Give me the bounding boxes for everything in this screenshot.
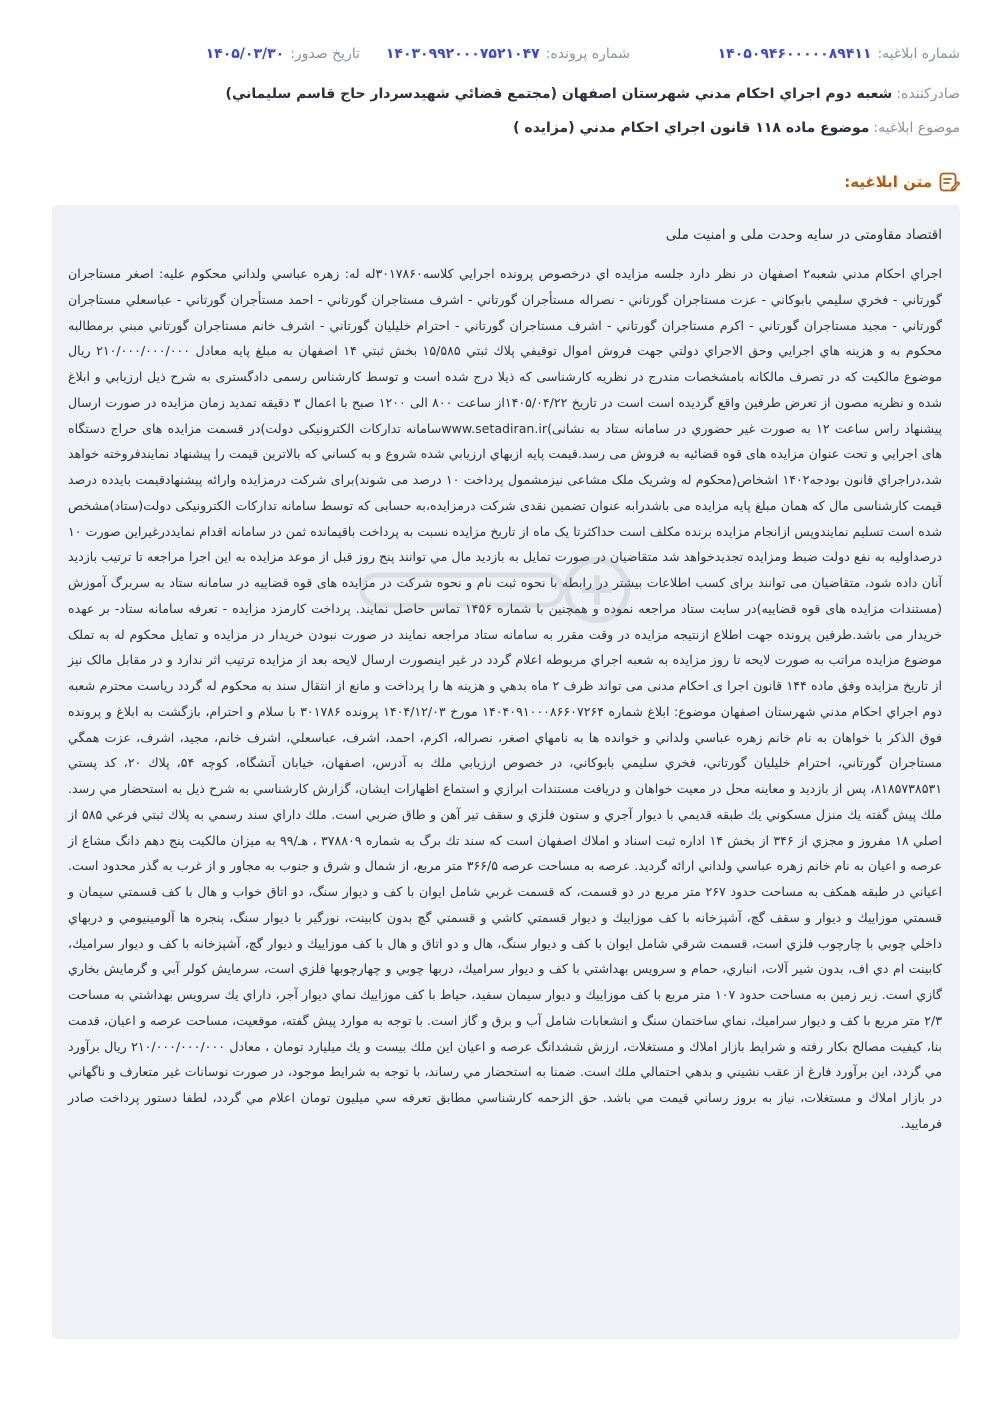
notice-number bbox=[718, 46, 960, 62]
notice-text-title: متن ابلاغيه: bbox=[844, 173, 932, 191]
issuer-value: شعبه دوم اجراي احكام مدني شهرستان اصفهان (مجتمع قضائي شهيدسردار حاج قاسم سليماني) bbox=[225, 86, 893, 102]
notice-meta-row bbox=[40, 46, 960, 70]
case-number-label: شماره پرونده: bbox=[545, 46, 630, 62]
notice-number-value: ۱۴۰۵۰۹۴۶۰۰۰۰۰۸۹۴۱۱ bbox=[717, 46, 872, 62]
slogan-text: اقتصاد مقاومتی در سایه وحدت ملی و امنیت ملی bbox=[665, 227, 942, 243]
subject-line bbox=[40, 120, 960, 136]
issue-date-value: ۱۴۰۵/۰۳/۳۰ bbox=[205, 46, 285, 62]
notice-body-text: اجراي احكام مدني شعبه۲ اصفهان در نظر دارد جلسه مزايده اي درخصوص پرونده اجرايي كلاسه۳۰۱۷۸۶۰له له: زهره عباسي ولداني محکوم عليه: اصغر مستاجران گورتاني - فخري سليمي بابوكاني - عزت مستاجران گورتاني - نصراله مستأجران گورتاني - اشرف مستاجران گورتاني - احمد مستأجران گورتاني - عباسعلي مستاجران گورتاني - مجيد مستاجران گورتاني - اكرم مستاجران گورتاني - اشرف مستاجران گورتاني - احترام خليليان گورتاني - اشرف خانم مستاجران گورتاني مبني برمطالبه محکوم به و هزينه هاي اجرايي وحق الاجراي دولتي جهت فروش اموال توقيفي پلاك ثبتي ۱۵/۵۸۵ بخش ثبتي ۱۴ اصفهان به مبلغ پايه معادل ۲۱۰/۰۰۰/۰۰۰/۰۰۰ ريال موضوع مالكيت كه در تصرف مالكانه بامشخصات مندرج در نظريه كارشناسی كه ذيلا درج شده است و توسط كارشناس رسمی دادگستری به شرح ذیل ارزيابي و ابلاغ شده و نظريه مصون از تعرض طرفين واقع گرديده است است در تاريخ ۱۴۰۵/۰۴/۲۲از ساعت ۸۰۰ الی ۱۲۰۰ صبح با اعمال ۳ دقيقه تمديد زمان مزايده در صورت ارسال پيشنهاد راس ساعت ۱۲ به صورت غير حضوري در سامانه ستاد به نشانی)www.setadiran.irسامانه تدارکات الکترونیکی دولت)در قسمت مزايده های حراج دستگاه های اجرايي و تحت عنوان مزايده های قوه قضائيه به فروش می رسد.قيمت پايه ازبهاي ارزيابي شده شروع و به كساني كه بالاترين قيمت را پيشنهاد نمايندفروخته خواهد شد،دراجراي قانون بودجه۱۴۰۲ اشخاص(محکوم له وشريک ملک مشاعی نيزمشمول پرداخت ۱۰ درصد می شوند)برای شرکت درمزايده وارائه پيشنهادقيمت بايدده درصد قيمت كارشناسی مال که همان مبلغ پايه مزايده می باشدرابه عنوان تضمين نقدی شرکت درمزايده،به حسابی که توسط سامانه تدارکات الکترونيکی دولت(ستاد)مشخص شده است تسليم نمايندوپس ازانجام مزايده برنده مکلف است حداکثرتا يک ماه از تاريخ مزايده نسبت به پرداخت باقيمانده ثمن در سامانه اقدام نمايددرغيراين صورت ۱۰ درصداوليه به نفع دولت ضبط ومزايده تجديدخواهد شد متقاضيان در صورت تمايل به بازديد مال مي توانند پنج روز قبل از موعد مزايده به اين اجرا مراجعه تا ترتيب بازديد آنان داده شود، متقاضيان می توانند برای کسب اطلاعات بيشتر در رابطه با نحوه ثبت نام و نحوه شرکت در مزايده های قوه قضاييه در سامانه ستاد به سربرگ آموزش (مستندات مزايده های قوه قضاييه)در سايت ستاد مراجعه نموده و همچنين با شماره ۱۴۵۶ تماس حاصل نمايند. پرداخت کارمزد مزايده - تعرفه سامانه ستاد- بر عهده خريدار می باشد.طرفین پرونده جهت اطلاع ازنتیجه مزايده در وقت مقرر به سامانه ستاد مراجعه نمايند در صورت نبودن خريدار در مزايده و تمايل محکوم له به تملک موضوع مزايده مراتب به صورت لايحه تا روز مزايده به شعبه اجراي مربوطه اعلام گردد در غير اينصورت ارسال لايحه بعد از مزايده ترتيب اثر ندارد و در مقابل مالک نيز از تاريخ مزايده وفق ماده ۱۴۴ قانون اجرا ی احكام مدنی می تواند ظرف ۲ ماه بدهي و هزينه ها را پرداخت و مانع از انتقال سند به محكوم له گردد رياست محترم شعبه دوم اجراي احكام مدني شهرستان اصفهان موضوع: ابلاغ شماره ۱۴۰۴۰۹۱۰۰۰۸۶۶۰۷۲۶۴ مورخ ۱۴۰۴/۱۲/۰۳ پرونده ۳۰۱۷۸۶ با سلام و احترام، بازگشت به ابلاغ و پرونده فوق الذكر با خواهان به نام خانم زهره عباسي ولداني و خوانده ها به نامهاي اصغر، نصراله، اكرم، احمد، اشرف، عباسعلي، اشرف خانم، مجيد، اشرف، عزت همگي مستاجران گورتاني، احترام خليليان گورتاني، فخري سليمي بابوكاني، در خصوص ارزيابي ملك به آدرس، اصفهان، خيابان آتشگاه، كوچه ۵۴، پلاك ۲۰، كد پستي ۸۱۸۵۷۳۸۵۳۱، پس از بازديد و معاينه محل در معيت خواهان و دريافت مستندات ابرازي و استماع اظهارات ايشان، گزارش كارشناسي به شرح ذيل به استحضار مي رسد. ملك پيش گفته يك منزل مسكوني يك طبقه قديمي با ديوار آجري و ستون فلزي و سقف تير آهن و طاق ضربي است. ملك داراي سند رسمي به پلاك ثبتي فرعي ۵۸۵ از اصلي ۱۸ مفروز و مجزي از ۳۴۶ از بخش ۱۴ اداره ثبت اسناد و املاك اصفهان است كه سند تك برگ به شماره ۳۷۸۸۰۹ ، هـ/۹۹ به ميزان مالكيت پنج دهم دانگ مشاع از عرصه و اعيان به نام خانم زهره عباسي ولداني ارائه گرديد. عرصه به مساحت عرصه ۳۶۶/۵ متر مربع، از شمال و شرق و جنوب به مجاور و از غرب به گذر محدود است. اعياني در طبقه همكف به مساحت حدود ۲۶۷ متر مربع در دو قسمت، كه قسمت غربي شامل ايوان با كف و ديوار سنگ، دو اتاق خواب و هال با كف قسمتي سيمان و قسمتي موزاييك و ديوار و سقف گچ، آشپزخانه با كف موزاييك و ديوار قسمتي كاشي و قسمتي گچ بدون كابينت، نورگير با ديوار سنگ، پنجره ها آلومينيومي و دربهاي داخلي چوبي با چارچوب فلزي است، قسمت شرقي شامل ايوان با كف و ديوار سنگ، هال و دو اتاق و هال با كف موزاييك و ديوار گچ، آشپزخانه با كف و ديوار سراميك، كابينت ام دي اف، بدون شير آلات، انباري، حمام و سرويس بهداشتي با كف و ديوار سراميك، دربها چوبي و چهارچوبها فلزي است، سرمايش كولر آبي و گرمايش بخاري گازي است. زير زمين به مساحت حدود ۱۰۷ متر مربع با كف موزاييك و ديوار سيمان سفيد، حياط با كف موزاييك نماي ديوار آجر، داراي يك سرويس بهداشتي به مساحت ۲/۳ متر مربع با كف و ديوار سراميك، نماي ساختمان سنگ و انشعابات شامل آب و برق و گاز است. با توجه به موارد پيش گفته، موقعيت، مساحت عرصه و اعيان، قدمت بنا، كيفيت مصالح بكار رفته و شرايط بازار املاك و مستغلات، ارزش ششدانگ عرصه و اعيان اين ملك بيست و يك ميليارد تومان ، معادل ۲۱۰/۰۰۰/۰۰۰/۰۰۰ ريال برآورد مي گردد، اين برآورد فارغ از عقب نشيني و بدهي احتمالي ملك است. ضمنا به استحضار مي رساند، با توجه به شرايط موجود، در صورت نوسانات غير متعارف و ناگهاني در بازار املاك و مستغلات، نياز به بروز رساني قيمت مي باشد. حق الزحمه كارشناسي مطابق تعرفه سي ميليون تومان اعلام مي گردد، لطفا دستور پرداخت صادر فرماييد. bbox=[68, 266, 943, 1131]
subject-label: موضوع ابلاغيه: bbox=[873, 120, 960, 136]
notice-number-label: شماره ابلاغيه: bbox=[877, 46, 960, 62]
subject-value: موضوع ماده ۱۱۸ قانون اجراي احکام مدني (مزايده ) bbox=[513, 120, 870, 136]
issuer-line bbox=[40, 86, 960, 102]
issue-date bbox=[206, 46, 360, 62]
notice-text-heading bbox=[844, 170, 960, 194]
issue-date-label: تاريخ صدور: bbox=[290, 46, 360, 62]
notice-content-box bbox=[52, 205, 960, 1339]
issuer-label: صادرکننده: bbox=[896, 86, 960, 102]
case-number bbox=[386, 46, 630, 62]
document-edit-icon bbox=[938, 171, 960, 193]
case-number-value: ۱۴۰۳۰۹۹۲۰۰۰۷۵۲۱۰۴۷ bbox=[385, 46, 540, 62]
